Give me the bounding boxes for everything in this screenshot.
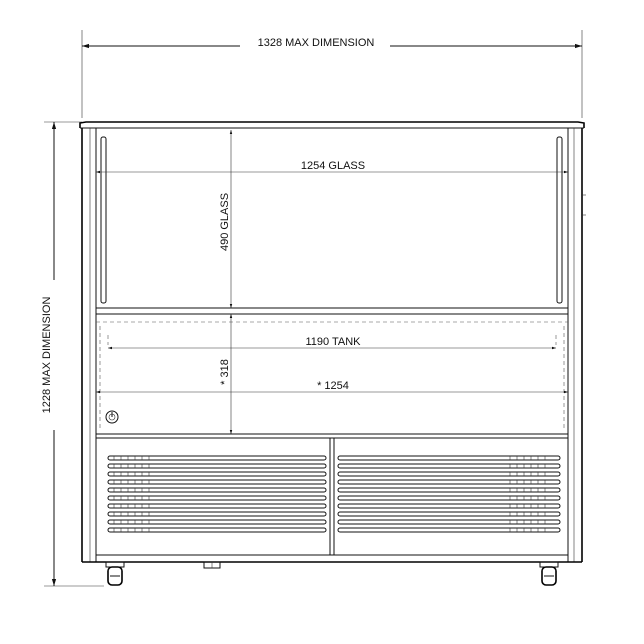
drain-outlet-icon [204,562,220,568]
tank-width-label: 1190 TANK [305,336,361,348]
overall-width-dimension [82,30,582,118]
vent-slat [338,504,560,508]
vent-slat [338,496,560,500]
vent-slat [108,480,326,484]
vent-slat [338,520,560,524]
vent-slat [338,472,560,476]
overall-height-label: 1228 MAX DIMENSION [41,296,53,414]
vent-slat [108,528,326,532]
overall-width-label: 1328 MAX DIMENSION [257,37,375,49]
glass-panel [96,130,568,314]
lower-width-label: * 1254 [317,380,349,392]
glass-width-label: 1254 GLASS [300,160,366,172]
tank-section [96,314,568,434]
vent-slat [338,456,560,460]
vent-slat [108,496,326,500]
vent-slat [108,472,326,476]
vent-slat [108,520,326,524]
vent-slat [338,512,560,516]
vent-slat [108,456,326,460]
right-castor-icon [540,562,558,585]
overall-height-dimension [40,122,104,586]
vent-slat [338,528,560,532]
vent-slat [338,488,560,492]
glass-height-label: 490 GLASS [219,192,231,252]
lower-height-label: * 318 [219,359,231,385]
vent-slat [108,488,326,492]
vent-slat [338,464,560,468]
vent-slat [108,464,326,468]
vent-slat [338,480,560,484]
control-knob-icon [106,411,118,423]
left-castor-icon [106,562,124,585]
vent-panels [96,434,568,555]
vent-slat [108,512,326,516]
vent-slat [108,504,326,508]
